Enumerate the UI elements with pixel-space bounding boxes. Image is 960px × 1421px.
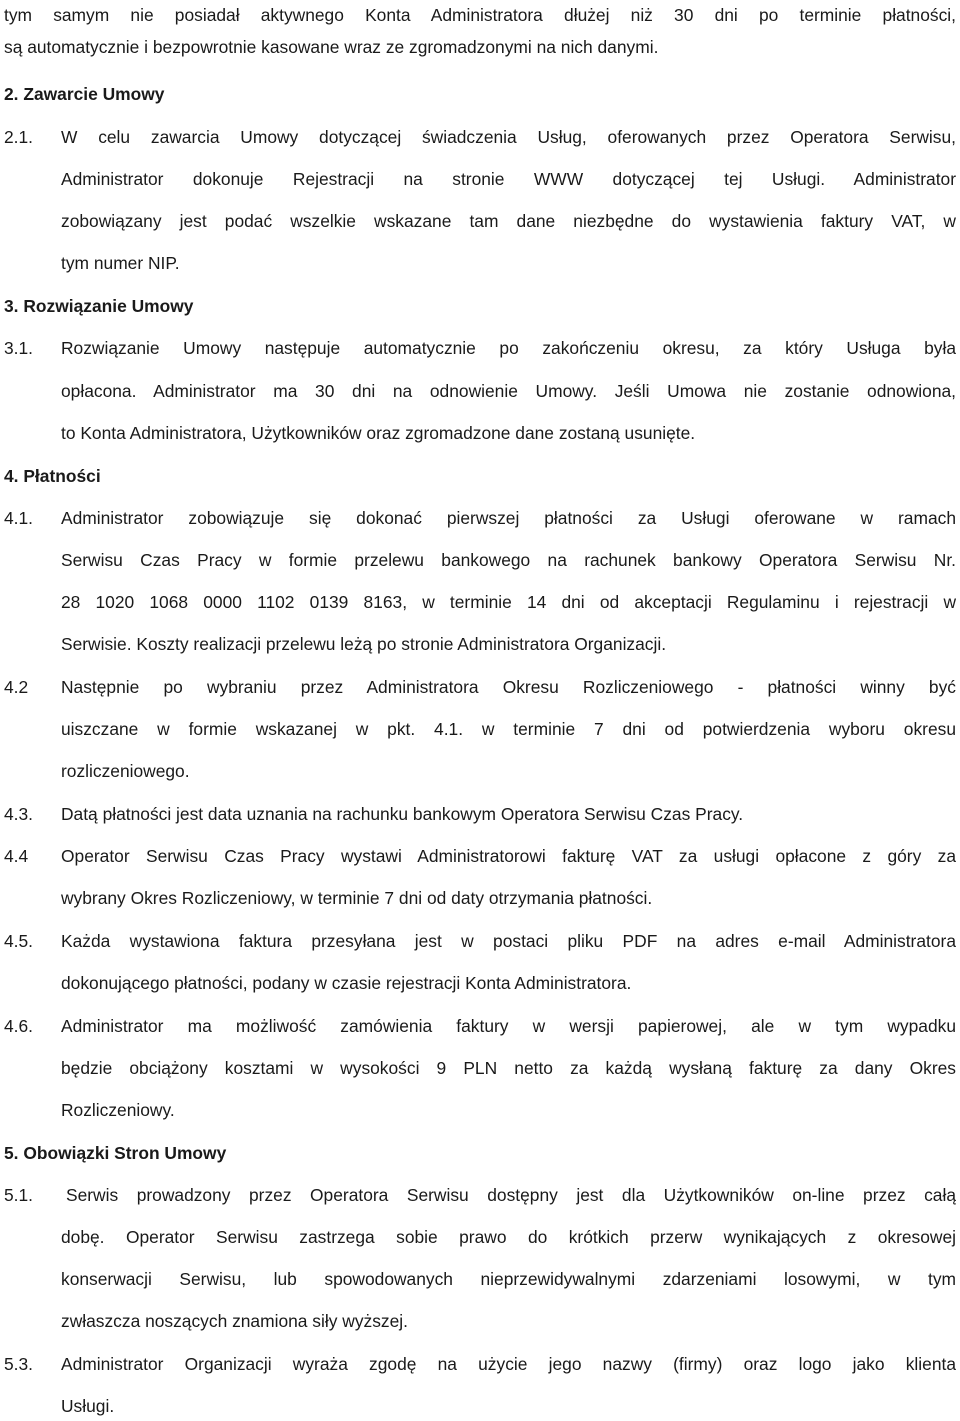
clause-5-3-line-1: Administrator Organizacji wyraża zgodę na użycie jego nazwy (firmy) oraz logo jako klienta [61,1354,956,1374]
clause-2-1-line-3: zobowiązany jest podać wszelkie wskazane tam dane niezbędne do wystawienia faktury VAT, w [61,211,956,231]
section-heading-2: 2. Zawarcie Umowy [4,84,165,104]
clause-number-5-3: 5.3. [4,1354,34,1374]
clause-number-5-1: 5.1. [4,1185,34,1205]
clause-number-4-2: 4.2 [4,677,29,697]
clause-4-2-line-2: uiszczane w formie wskazanej w pkt. 4.1. w terminie 7 dni od potwierdzenia wyboru okresu [61,719,956,739]
clause-4-2-line-3: rozliczeniowego. [61,761,190,781]
clause-4-1-line-1: Administrator zobowiązuje się dokonać pierwszej płatności za Usługi oferowane w ramach [61,508,956,528]
intro-line-2: są automatycznie i bezpowrotnie kasowane wraz ze zgromadzonymi na nich danymi. [4,37,659,57]
clause-number-2-1: 2.1. [4,127,34,147]
clause-4-2-line-1: Następnie po wybraniu przez Administratora Okresu Rozliczeniowego - płatności winny być [61,677,956,697]
clause-4-1-line-3: 28 1020 1068 0000 1102 0139 8163, w terminie 14 dni od akceptacji Regulaminu i rejestracji w [61,592,956,612]
clause-number-4-6: 4.6. [4,1016,34,1036]
clause-5-3-line-2: Usługi. [61,1396,115,1416]
clause-4-6-line-1: Administrator ma możliwość zamówienia faktury w wersji papierowej, ale w tym wypadku [61,1016,956,1036]
clause-number-4-4: 4.4 [4,846,29,866]
section-heading-4: 4. Płatności [4,466,101,486]
clause-2-1-line-4: tym numer NIP. [61,253,180,273]
clause-3-1-line-1: Rozwiązanie Umowy następuje automatycznie po zakończeniu okresu, za który Usługa była [61,338,956,358]
section-heading-5: 5. Obowiązki Stron Umowy [4,1143,227,1163]
clause-number-4-5: 4.5. [4,931,34,951]
clause-5-1-line-4: zwłaszcza noszących znamiona siły wyższej. [61,1311,408,1331]
clause-2-1-line-2: Administrator dokonuje Rejestracji na stronie WWW dotyczącej tej Usługi. Administrator [61,169,956,189]
clause-4-1-line-2: Serwisu Czas Pracy w formie przelewu bankowego na rachunek bankowy Operatora Serwisu Nr. [61,550,956,570]
clause-4-4-line-2: wybrany Okres Rozliczeniowy, w terminie 7 dni od daty otrzymania płatności. [61,888,653,908]
clause-4-1-line-4: Serwisie. Koszty realizacji przelewu leżą po stronie Administratora Organizacji. [61,634,667,654]
clause-3-1-line-3: to Konta Administratora, Użytkowników oraz zgromadzone dane zostaną usunięte. [61,423,696,443]
clause-5-1-line-1: Serwis prowadzony przez Operatora Serwisu dostępny jest dla Użytkowników on-line przez całą [66,1185,956,1205]
clause-4-5-line-2: dokonującego płatności, podany w czasie rejestracji Konta Administratora. [61,973,632,993]
section-heading-3: 3. Rozwiązanie Umowy [4,296,194,316]
clause-4-5-line-1: Każda wystawiona faktura przesyłana jest w postaci pliku PDF na adres e-mail Administratora [61,931,956,951]
clause-5-1-line-3: konserwacji Serwisu, lub spowodowanych nieprzewidywalnymi zdarzeniami losowymi, w tym [61,1269,956,1289]
clause-number-3-1: 3.1. [4,338,34,358]
clause-3-1-line-2: opłacona. Administrator ma 30 dni na odnowienie Umowy. Jeśli Umowa nie zostanie odnowiona, [61,381,956,401]
clause-4-6-line-3: Rozliczeniowy. [61,1100,175,1120]
clause-2-1-line-1: W celu zawarcia Umowy dotyczącej świadczenia Usług, oferowanych przez Operatora Serwisu, [61,127,956,147]
clause-4-4-line-1: Operator Serwisu Czas Pracy wystawi Administratorowi fakturę VAT za usługi opłacone z góry za [61,846,956,866]
clause-number-4-3: 4.3. [4,804,34,824]
clause-4-6-line-2: będzie obciążony kosztami w wysokości 9 PLN netto za każdą wysłaną fakturę za dany Okres [61,1058,956,1078]
intro-line-1: tym samym nie posiadał aktywnego Konta Administratora dłużej niż 30 dni po terminie płatności, [4,5,956,25]
clause-4-3-line-1: Datą płatności jest data uznania na rachunku bankowym Operatora Serwisu Czas Pracy. [61,804,744,824]
clause-number-4-1: 4.1. [4,508,34,528]
clause-5-1-line-2: dobę. Operator Serwisu zastrzega sobie prawo do krótkich przerw wynikających z okresowej [61,1227,956,1247]
